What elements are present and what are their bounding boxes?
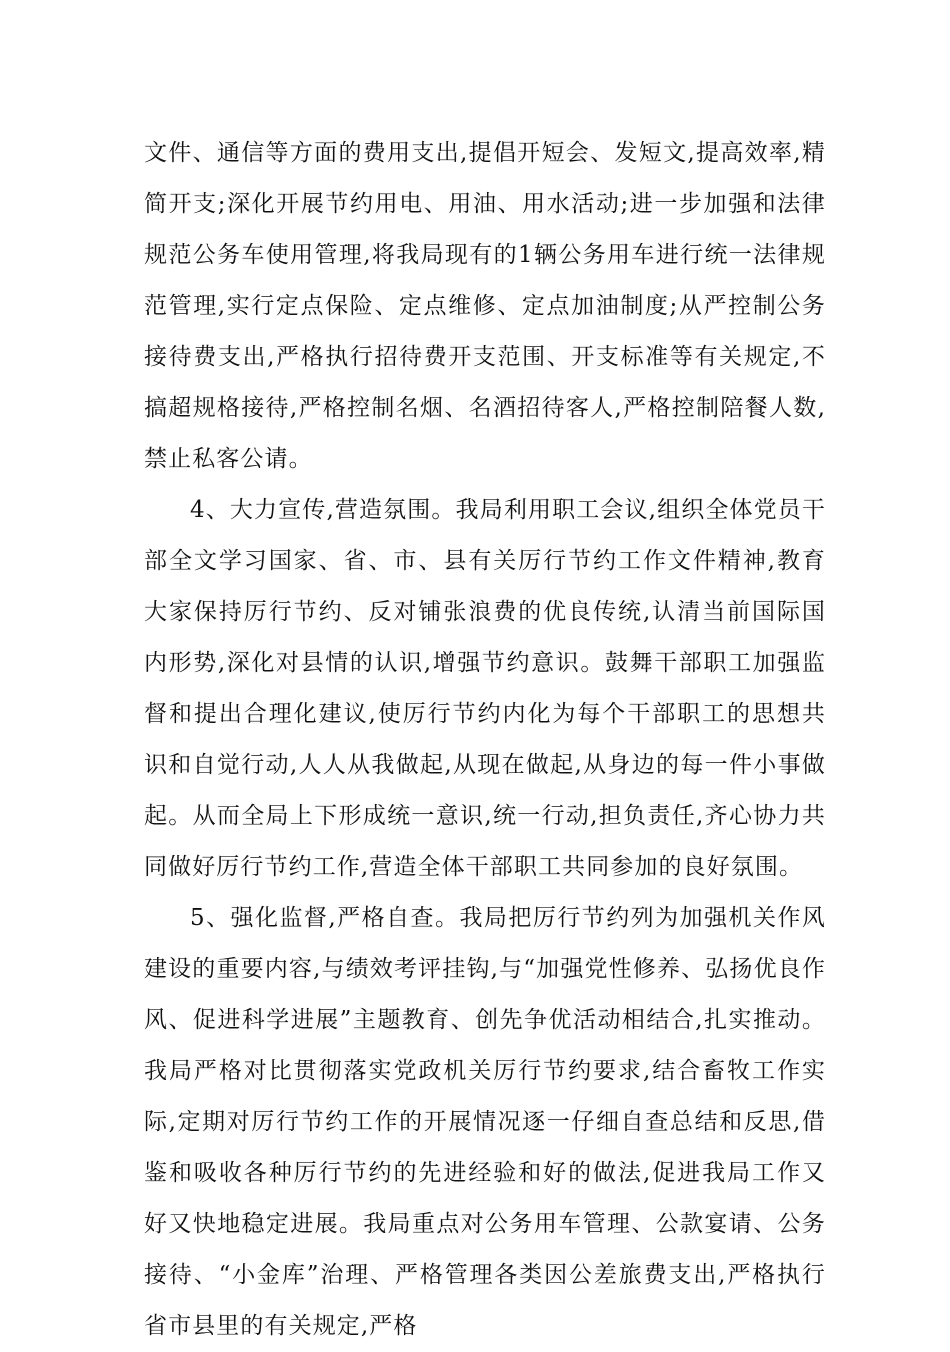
document-page [144,128,826,1352]
paragraph-supervision: 5、强化监督,严格自查。我局把厉行节约列为加强机关作风建设的重要内容,与绩效考评挂钩,与“加强党性修养、弘扬优良作风、促进科学进展”主题教育、创先争优活动相结合,扎实推动。我局严格对比贯彻落实党政机关厉行节约要求,结合畜牧工作实际,定期对厉行节约工作的开展情况逐一仔细自查总结和反思,借鉴和吸收各种厉行节约的先进经验和好的做法,促进我局工作又好又快地稳定进展。我局重点对公务用车管理、公款宴请、公务接待、“小金库”治理、严格管理各类因公差旅费支出,严格执行省市县里的有关规定,严格 [144,905,826,1339]
paragraph-publicity: 4、大力宣传,营造氛围。我局利用职工会议,组织全体党员干部全文学习国家、省、市、县有关厉行节约工作文件精神,教育大家保持厉行节约、反对铺张浪费的优良传统,认清当前国际国内形势,深化对县情的认识,增强节约意识。鼓舞干部职工加强监督和提出合理化建议,使厉行节约内化为每个干部职工的思想共识和自觉行动,人人从我做起,从现在做起,从身边的每一件小事做起。从而全局上下形成统一意识,统一行动,担负责任,齐心协力共同做好厉行节约工作,营造全体干部职工共同参加的良好氛围。 [144,497,826,880]
paragraph-cost-control: 文件、通信等方面的费用支出,提倡开短会、发短文,提高效率,精简开支;深化开展节约用电、用油、用水活动;进一步加强和法律规范公务车使用管理,将我局现有的1辆公务用车进行统一法律规范管理,实行定点保险、定点维修、定点加油制度;从严控制公务接待费支出,严格执行招待费开支范围、开支标准等有关规定,不搞超规格接待,严格控制名烟、名酒招待客人,严格控制陪餐人数,禁止私客公请。 [144,140,826,472]
